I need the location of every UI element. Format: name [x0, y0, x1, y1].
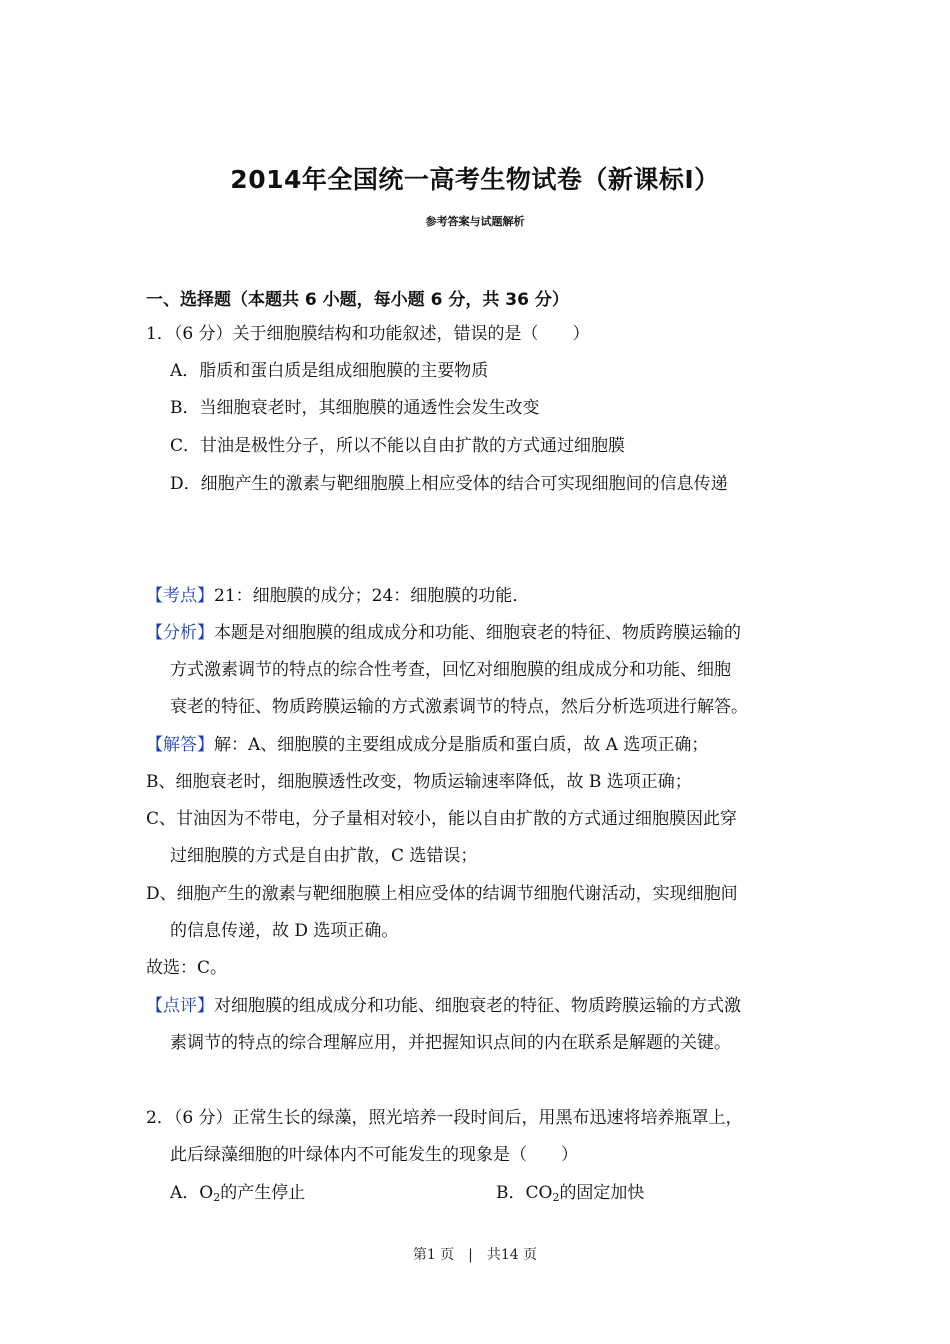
fenxi-text-2: 方式激素调节的特点的综合性考查，回忆对细胞膜的组成成分和功能、细胞 [170, 660, 731, 680]
page-subtitle: 参考答案与试题解析 [425, 215, 525, 228]
dianping-text-1: 对细胞膜的组成成分和功能、细胞衰老的特征、物质跨膜运输的方式激 [214, 996, 741, 1016]
question-2-stem-1: 2．（6 分）正常生长的绿藻，照光培养一段时间后，用黑布迅速将培养瓶罩上， [146, 1108, 743, 1128]
jieda-tag: 【解答】 [146, 735, 214, 755]
dianping-tag: 【点评】 [146, 996, 214, 1016]
kaodian-text: 21：细胞膜的成分；24：细胞膜的功能． [214, 586, 530, 606]
kaodian-line [146, 585, 529, 607]
question-1-stem: 1．（6 分）关于细胞膜结构和功能叙述，错误的是（ ） [146, 324, 590, 344]
question-1-option-b: B．当细胞衰老时，其细胞膜的通透性会发生改变 [170, 398, 540, 418]
question-2-stem-2: 此后绿藻细胞的叶绿体内不可能发生的现象是（ ） [170, 1145, 578, 1165]
dianping-line-1 [146, 995, 741, 1017]
section-heading: 一、选择题（本题共 6 小题，每小题 6 分，共 36 分） [146, 290, 569, 310]
jieda-text-d2: 的信息传递，故 D 选项正确。 [170, 921, 399, 941]
fenxi-line-1 [146, 622, 741, 644]
question-1-option-d: D．细胞产生的激素与靶细胞膜上相应受体的结合可实现细胞间的信息传递 [170, 474, 728, 494]
fenxi-text-1: 本题是对细胞膜的组成成分和功能、细胞衰老的特征、物质跨膜运输的 [214, 623, 741, 643]
jieda-text-d1: D、细胞产生的激素与靶细胞膜上相应受体的结调节细胞代谢活动，实现细胞间 [146, 884, 738, 904]
option-b-prefix: B．CO [496, 1183, 553, 1203]
option-a-suffix: 的产生停止 [220, 1183, 306, 1203]
jieda-text-c1: C、甘油因为不带电，分子量相对较小，能以自由扩散的方式通过细胞膜因此穿 [146, 809, 738, 829]
option-a-subscript: 2 [213, 1191, 221, 1204]
question-2-option-a [170, 1182, 305, 1204]
dianping-text-2: 素调节的特点的综合理解应用，并把握知识点间的内在联系是解题的关键。 [170, 1033, 731, 1053]
question-1-option-c: C．甘油是极性分子，所以不能以自由扩散的方式通过细胞膜 [170, 436, 626, 456]
jieda-line-1 [146, 734, 708, 756]
option-b-subscript: 2 [552, 1191, 560, 1204]
question-1-option-a: A．脂质和蛋白质是组成细胞膜的主要物质 [170, 361, 489, 381]
page-footer: 第1 页 | 共14 页 [412, 1247, 538, 1263]
fenxi-tag: 【分析】 [146, 623, 214, 643]
answer-choice: 故选：C。 [146, 958, 228, 978]
question-2-option-b [496, 1182, 644, 1204]
fenxi-text-3: 衰老的特征、物质跨膜运输的方式激素调节的特点，然后分析选项进行解答。 [170, 697, 748, 717]
jieda-text-b: B、细胞衰老时，细胞膜透性改变，物质运输速率降低，故 B 选项正确； [146, 772, 692, 792]
jieda-text-c2: 过细胞膜的方式是自由扩散，C 选错误； [170, 846, 478, 866]
page-title: 2014年全国统一高考生物试卷（新课标Ⅰ） [230, 165, 720, 194]
option-b-suffix: 的固定加快 [559, 1183, 645, 1203]
kaodian-tag: 【考点】 [146, 586, 214, 606]
jieda-text-1: 解：A、细胞膜的主要组成成分是脂质和蛋白质，故 A 选项正确； [214, 735, 709, 755]
option-a-prefix: A．O [170, 1183, 214, 1203]
